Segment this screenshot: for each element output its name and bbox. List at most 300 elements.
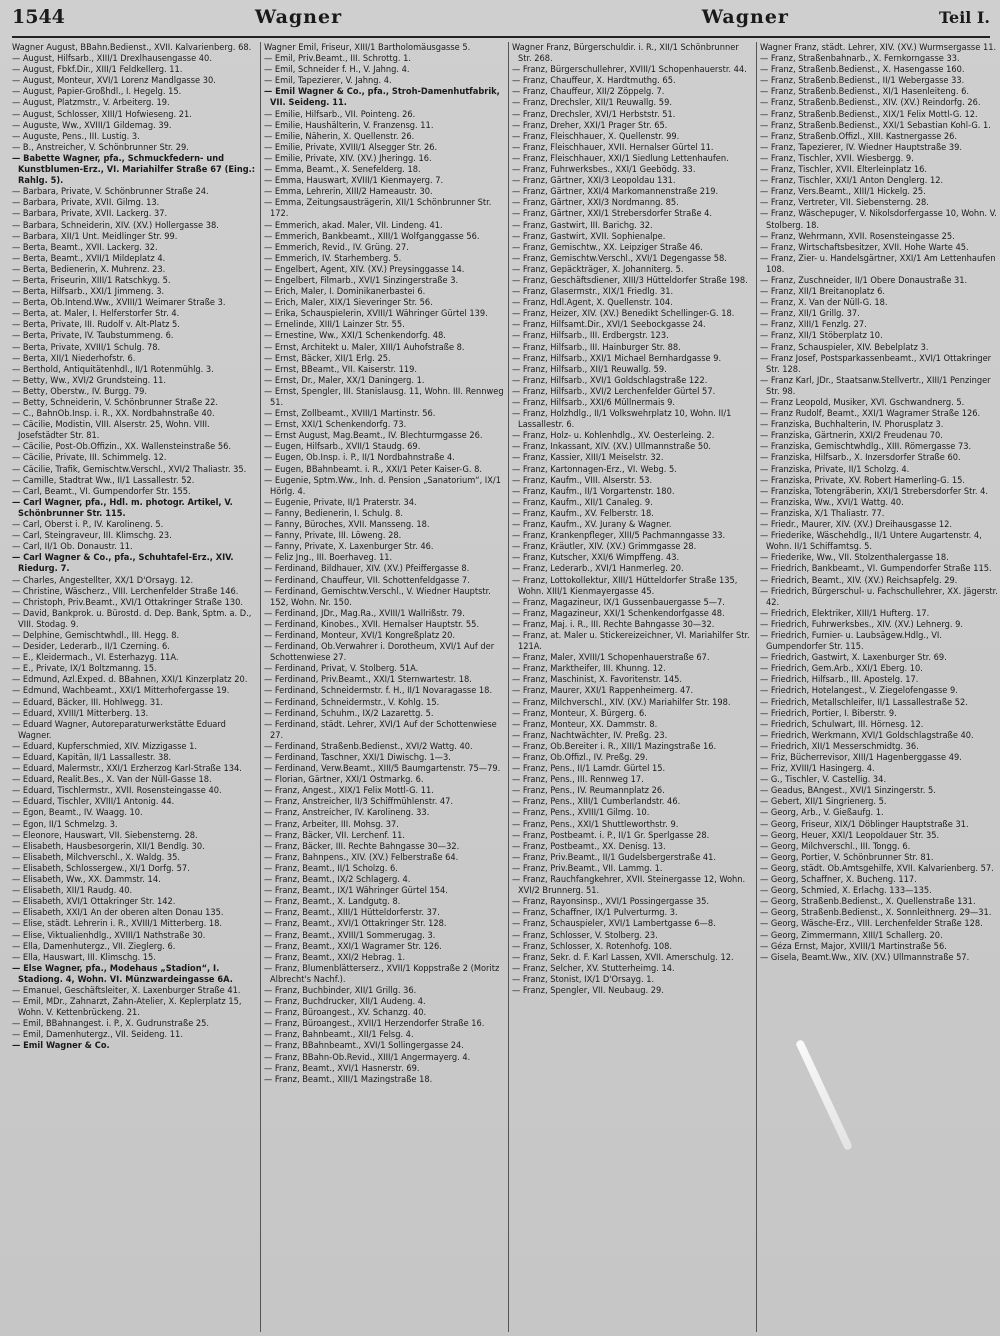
directory-entry: — Elise, Viktualienhdlg., XVIII/1 Nathstraße 30. [12, 929, 206, 941]
directory-entry: — Berta, Bedienerin, X. Muhrenz. 23. [12, 263, 166, 275]
directory-entry: — Franz, Gärtner, XXI/4 Markomannenstraße 219. [512, 186, 719, 198]
directory-entry: — Franz, Chauffeur, X. Hardtmuthg. 65. [512, 75, 676, 87]
directory-entry: — Elisabeth, XVI/1 Ottakringer Str. 142. [12, 896, 176, 908]
directory-entry: — Fanny, Private, III. Löweng. 28. [264, 530, 402, 542]
directory-entry: — Ella, Damenhutergz., VII. Zieglerg. 6. [12, 940, 176, 952]
directory-entry: — Franz, Pens., III. Rennweg 17. [512, 774, 644, 786]
directory-entry: — Franz, Beamt., XIII/1 Hütteldorferstr. 37. [264, 907, 440, 919]
directory-entry: — Franz, Glasermstr., XIX/1 Friedlg. 31. [512, 286, 674, 298]
column-3 [508, 42, 752, 1332]
directory-entry: — Eduard, Tischler, XVIII/1 Antonig. 44. [12, 796, 175, 808]
directory-entry: — Friederike, Ww., VII. Stolzenthalergasse 18. [760, 552, 949, 564]
directory-entry: — Barbara, Private, XVII. Gilmg. 13. [12, 197, 160, 209]
directory-entry: — Emil, Tapezierer, V. Jahng. 4. [264, 75, 392, 87]
directory-entry: — Eduard Wagner, Autoreparaturwerkstätte Eduard Wagner. [12, 718, 226, 741]
directory-entry: — Franz, Gemischtw., XX. Leipziger Straße 46. [512, 241, 703, 253]
directory-entry: — Franz, Fleischhauer, X. Quellenstr. 99. [512, 130, 680, 142]
directory-entry: — Franz, Selcher, XV. Stutterheimg. 14. [512, 962, 675, 974]
directory-entry: — Franz, Beamt., X. Landgutg. 8. [264, 896, 401, 908]
directory-entry: — Franz, Arbeiter, III. Mohsg. 37. [264, 818, 399, 830]
directory-entry: — Emil, Damenhutergz., VII. Seideng. 11. [12, 1029, 183, 1041]
directory-entry: — Gebert, XII/1 Singrienerg. 5. [760, 796, 887, 808]
directory-entry: — Franz, Hilfsarb., XVI/2 Lerchenfelder Gürtel 57. [512, 385, 716, 397]
directory-entry: — Else Wagner, pfa., Modehaus „Stadion“, I. Stadiong. 4, Wohn. VI. Münzwardeingasse 6A. [12, 962, 233, 985]
directory-entry: — Franz, Zier- u. Handelsgärtner, XXI/1 Am Lettenhaufen 108. [760, 252, 996, 275]
directory-entry: — Franz, Rayonsinsp., XVI/1 Possingergasse 35. [512, 896, 709, 908]
directory-entry: — Franz, XII/1 Breitanoplatz 6. [760, 286, 886, 298]
directory-entry: — Franz Karl, JDr., Staatsanw.Stellvertr., XIII/1 Penzinger Str. 98. [760, 374, 991, 397]
directory-entry: — Franz, Hilfsarb., III. Hainburger Str. 88. [512, 341, 681, 353]
directory-entry: — Ferdinand, Verw.Beamt., XIII/5 Baumgartenstr. 75—79. [264, 763, 501, 775]
directory-entry: — Franz, X. Van der Nüll-G. 18. [760, 297, 888, 309]
directory-entry: — Engelbert, Agent, XIV. (XV.) Preysinggasse 14. [264, 263, 465, 275]
directory-entry: — Berthold, Antiquitätenhdl., II/1 Rotenmühlg. 3. [12, 363, 214, 375]
directory-entry: Wagner August, BBahn.Bedienst., XVII. Kalvarienberg. 68. [12, 42, 252, 53]
directory-entry: — Franz, Hilfsarb., XVI/1 Goldschlagstraße 122. [512, 374, 708, 386]
directory-entry: — Barbara, Private, V. Schönbrunner Straße 24. [12, 186, 209, 198]
directory-entry: — Franz, Beamt., XVIII/1 Sommerugag. 3. [264, 929, 436, 941]
header-word-left: Wagner [254, 6, 343, 28]
directory-entry: — Eduard, XVIII/1 Mitterberg. 13. [12, 707, 149, 719]
directory-entry: — E., Kleidermach., VI. Esterhazyg. 11A. [12, 652, 179, 664]
directory-entry: — Franziska, X/1 Thaliastr. 77. [760, 507, 885, 519]
directory-entry: — Franz, Tischler, XVII. Elterleinplatz 16. [760, 164, 927, 176]
directory-entry: — Franz, Angest., XIX/1 Felix Mottl-G. 11. [264, 785, 434, 797]
directory-entry: — Ferdinand, Taschner, XXI/1 Diwischg. 1—3. [264, 752, 451, 763]
directory-entry: — Friedrich, Gastwirt, X. Laxenburger Str. 69. [760, 652, 947, 664]
directory-entry: — Ernst, Architekt u. Maler, XIII/1 Auhofstraße 8. [264, 341, 465, 353]
directory-entry: — Franz, Anstreicher, IV. Karolineng. 33. [264, 807, 430, 819]
directory-entry: — Ernelinde, XIII/1 Lainzer Str. 55. [264, 319, 405, 331]
directory-entry: — Elisabeth, Milchverschl., X. Waldg. 35. [12, 851, 181, 863]
directory-entry: — Franz, Schauspieler, XIV. Bebelplatz 3. [760, 341, 929, 353]
directory-entry: — Georg, Schmied, X. Erlachg. 133—135. [760, 885, 932, 897]
directory-entry: — Franz, Pens., IV. Reumannplatz 26. [512, 785, 665, 797]
directory-entry: — C., BahnOb.Insp. i. R., XX. Nordbahnstraße 40. [12, 408, 215, 420]
directory-entry: — Franz, Blumenblätterserz., XVII/1 Koppstraße 2 (Moritz Albrecht's Nachf.). [264, 962, 500, 985]
directory-entry: — Friedrich, Metallschleifer, II/1 Lassallestraße 52. [760, 696, 968, 708]
page-number: 1544 [12, 6, 65, 28]
directory-entry: — Emil, Priv.Beamt., III. Schrottg. 1. [264, 53, 412, 65]
directory-entry: — Franziska, Gemischtwhdlg., XIII. Römergasse 73. [760, 441, 972, 453]
directory-entry: — Georg, Zimmermann, XIII/1 Schallerg. 20. [760, 929, 943, 941]
directory-entry: — Eugen, BBahnbeamt. i. R., XXI/1 Peter Kaiser-G. 8. [264, 463, 483, 475]
directory-entry: — Franz, Fleischhauer, XVII. Hernalser Gürtel 11. [512, 141, 714, 153]
directory-entry: — Fanny, Bedienerin, I. Schulg. 8. [264, 507, 404, 519]
directory-entry: — Franz, Magazineur, XXI/1 Schenkendorfgasse 48. [512, 607, 725, 619]
directory-entry: — Emmerich, Bankbeamt., XIII/1 Wolfganggasse 56. [264, 230, 480, 242]
directory-entry: — Franz, Postbeamt. i. P., II/1 Gr. Sperlgasse 28. [512, 829, 710, 841]
directory-entry: — Franz, Hilfsamt.Dir., XVI/1 Seebockgasse 24. [512, 319, 706, 331]
directory-entry: — Franz, Beamt., XVI/1 Ottakringer Str. 128. [264, 918, 447, 930]
directory-entry: — Franz, Tapezierer, IV. Wiedner Hauptstraße 39. [760, 141, 963, 153]
directory-entry: — Cäcilie, Private, III. Schimmelg. 12. [12, 452, 167, 464]
directory-entry: — Eleonore, Hauswart, VII. Siebensterng. 28. [12, 829, 198, 841]
directory-entry: — Friedrich, Schulwart, III. Hörnesg. 12. [760, 718, 924, 730]
directory-entry: — Elisabeth, XXI/1 An der oberen alten Donau 135. [12, 907, 224, 919]
directory-entry: — Elisabeth, XII/1 Raudg. 40. [12, 885, 133, 897]
directory-entry: — Carl Wagner & Co., pfa., Schuhtafel-Erz., XIV. Riedurg. 7. [12, 552, 234, 575]
directory-entry: — Franz, Milchverschl., XIV. (XV.) Mariahilfer Str. 198. [512, 696, 731, 708]
directory-entry: — Franz, Pens., II/1 Lamdr. Gürtel 15. [512, 763, 666, 775]
directory-entry: — Franziska, Gärtnerin, XXI/2 Freudenau 70. [760, 430, 943, 442]
directory-entry: — Franziska, Hilfsarb., X. Inzersdorfer Straße 60. [760, 452, 961, 464]
directory-entry: — August, Hilfsarb., XIII/1 Drexlhausengasse 40. [12, 53, 212, 65]
directory-entry: — Emilie, Private, XVIII/1 Alsegger Str. 26. [264, 141, 438, 153]
directory-entry: — Franz, Maj. i. R., III. Rechte Bahngasse 30—32. [512, 618, 715, 630]
directory-entry: — Franz, Hilfsarb., XXI/1 Michael Bernhardgasse 9. [512, 352, 722, 364]
directory-entry: — Franz, Gepäckträger, X. Johanniterg. 5. [512, 263, 684, 275]
directory-entry: — Ferdinand, JDr., Mag.Ra., XVIII/1 Wallrißstr. 79. [264, 607, 465, 619]
directory-entry: — Franz, Maurer, XXI/1 Rappenheimerg. 47. [512, 685, 694, 697]
directory-entry: — Elise, städt. Lehrerin i. R., XVIII/1 Mitterberg. 18. [12, 918, 223, 930]
directory-entry: — Emil, Schneider f. H., V. Jahng. 4. [264, 64, 410, 76]
directory-entry: — Franz, Postbeamt., XX. Denisg. 13. [512, 840, 666, 852]
directory-entry: — Friedrich, Gem.Arb., XXI/1 Eberg. 10. [760, 663, 923, 675]
directory-entry: — August, Monteur, XVI/1 Lorenz Mandlgasse 30. [12, 75, 216, 87]
directory-entry: — Friedrich, Bankbeamt., VI. Gumpendorfer Straße 115. [760, 563, 992, 575]
directory-entry: — Ernst, Dr., Maler, XX/1 Daningerg. 1. [264, 374, 425, 386]
directory-entry: — Emil, MDr., Zahnarzt, Zahn-Atelier, X. Keplerplatz 15, Wohn. V. Kettenbrückeng. 21. [12, 996, 242, 1019]
directory-entry: — Franz, Lottokollektur, XIII/1 Hütteldorfer Straße 135, Wohn. XIII/1 Kienmayergasse 45. [512, 574, 738, 597]
directory-entry: — Georg, Portier, V. Schönbrunner Str. 81. [760, 851, 934, 863]
directory-entry: — Christine, Wäscherz., VIII. Lerchenfelder Straße 146. [12, 585, 239, 597]
directory-entry: — Berta, at. Maler, I. Helferstorfer Str. 4. [12, 308, 180, 320]
directory-entry: — Franz, Gemischtw.Verschl., XVI/1 Degengasse 58. [512, 252, 727, 264]
directory-entry: — Franz, Spengler, VII. Neubaug. 29. [512, 984, 664, 996]
directory-entry: — Franz, Marktheifer, III. Khunng. 12. [512, 663, 666, 675]
directory-entry: — Franz Josef, Postsparkassenbeamt., XVI/1 Ottakringer Str. 128. [760, 352, 992, 375]
directory-entry: — Fanny, Büroches, XVII. Mansseng. 18. [264, 519, 430, 531]
directory-entry: — Ferdinand, Schneidermstr., V. Kohlg. 15. [264, 696, 440, 708]
directory-entry: — Auguste, Pens., III. Lustig. 3. [12, 130, 140, 142]
directory-entry: — Franz, Wirtschaftsbesitzer, XVII. Hohe Warte 45. [760, 241, 969, 253]
directory-entry: — Franz, Schaffner, IX/1 Pulverturmg. 3. [512, 907, 678, 919]
directory-entry: — August, Fbkf.Dir., XIII/1 Feldkellerg. 11. [12, 64, 183, 76]
directory-entry: — Franz, Buchdrucker, XII/1 Audeng. 4. [264, 996, 426, 1008]
directory-entry: — Franz, Beamt., XXI/2 Hebrag. 1. [264, 951, 406, 963]
directory-entry: — Ferdinand, Privat, V. Stolberg. 51A. [264, 663, 419, 675]
directory-entry: — Friz, Bücherrevisor, XIII/1 Hagenberggasse 49. [760, 752, 962, 763]
directory-entry: — Friz, XVIII/1 Hasingerg. 4. [760, 763, 875, 775]
directory-entry: — Franz, Inkassant, XIV. (XV.) Ullmannstraße 50. [512, 441, 711, 453]
directory-entry: — Babette Wagner, pfa., Schmuckfedern- und Kunstblumen-Erz., VI. Mariahilfer Straße 67 (Eing.: Rahlg. 5). [12, 152, 256, 187]
directory-entry: — Delphine, Gemischtwhdl., III. Hegg. 8. [12, 629, 180, 641]
directory-entry: — Emilie, Private, XIV. (XV.) Jheringg. 16. [264, 152, 432, 164]
directory-entry: — Ferdinand, Monteur, XVI/1 Kongreßplatz 20. [264, 629, 456, 641]
directory-entry: — Camille, Stadtrat Ww., II/1 Lassallestr. 52. [12, 474, 195, 486]
directory-entry: — Franz, Bürgerschullehrer, XVIII/1 Schopenhauerstr. 44. [512, 64, 747, 76]
directory-entry: — Franz, Hilfsarb., XXI/6 Müllnermais 9. [512, 397, 676, 408]
directory-entry: — Franz, Gärtner, XXI/3 Leopoldau 131. [512, 175, 676, 187]
directory-entry: — Emma, Lehrerin, XIII/2 Hameaustr. 30. [264, 186, 433, 198]
directory-entry: — Franz, Kaufm., II/1 Vorgartenstr. 180. [512, 485, 675, 497]
directory-entry: — Franz, Beamt., IX/1 Währinger Gürtel 154. [264, 885, 448, 897]
directory-entry: — Franz, Bäcker, VII. Lerchenf. 11. [264, 829, 405, 841]
directory-entry: — Emmerich, akad. Maler, VII. Lindeng. 41. [264, 219, 443, 231]
directory-entry: — Franz, Bahnbeamt., XII/1 Felsg. 4. [264, 1029, 414, 1041]
directory-entry: — Franz, Gastwirt, XVII. Sophienalpe. [512, 230, 666, 242]
directory-entry: — Franz, Kaufm., XV. Felberstr. 18. [512, 507, 654, 519]
directory-entry: — Emil, BBahnangest. i. P., X. Gudrunstraße 25. [12, 1018, 210, 1030]
directory-entry: — Franz, BBahn-Ob.Revid., XIII/1 Angermayerg. 4. [264, 1051, 471, 1063]
directory-entry: — Erich, Maler, I. Dominikanerbastei 6. [264, 286, 426, 298]
directory-entry: — Franz, Monteur, XX. Dammstr. 8. [512, 718, 658, 730]
directory-entry: — Franz, Tischler, XXI/1 Anton Denglerg. 12. [760, 175, 944, 187]
directory-entry: — Edmund, Azl.Exped. d. BBahnen, XXI/1 Kinzerplatz 20. [12, 674, 248, 686]
directory-entry: — Egon, Beamt., IV. Waagg. 10. [12, 807, 143, 819]
directory-entry: — Friedrich, Fuhrwerksbes., XIV. (XV.) Lehnerg. 9. [760, 618, 964, 630]
directory-entry: — Franz, Kaufm., XV. Jurany & Wagner. [512, 519, 672, 531]
directory-entry: — Eduard, Realit.Bes., X. Van der Nüll-Gasse 18. [12, 774, 212, 786]
directory-entry: — Franz, Drechsler, XII/1 Reuwallg. 59. [512, 97, 672, 109]
directory-entry: — Cäcilie, Post-Ob.Offizin., XX. Wallensteinstraße 56. [12, 441, 232, 453]
directory-entry: — Cäcilie, Trafik, Gemischtw.Verschl., XVI/2 Thaliastr. 35. [12, 463, 247, 475]
directory-entry: — Franz, Zuschneider, II/1 Obere Donaustraße 31. [760, 274, 968, 286]
directory-entry: — Franziska, Buchhalterin, IV. Phorusplatz 3. [760, 419, 944, 431]
directory-entry: — Franz, Straßenbahnarb., X. Fernkorngasse 33. [760, 53, 960, 65]
directory-entry: — Georg, Arb., V. Gießaufg. 1. [760, 807, 884, 819]
directory-entry: — Franz, Büroangest., XVII/1 Herzendorfer Straße 16. [264, 1018, 485, 1030]
directory-entry: — Friedrich, Hotelangest., V. Ziegelofengasse 9. [760, 685, 958, 697]
directory-entry: — Berta, Ob.Intend.Ww., XVIII/1 Weimarer Straße 3. [12, 297, 226, 309]
directory-entry: — Franz, Straßenb.Bedienst., X. Hasengasse 160. [760, 64, 965, 76]
directory-entry: — Franz Leopold, Musiker, XVI. Gschwandnerg. 5. [760, 397, 965, 408]
directory-entry: — Franziska, Private, II/1 Scholzg. 4. [760, 463, 910, 475]
directory-entry: — Emmerich, IV. Starhemberg. 5. [264, 252, 402, 264]
directory-entry: — August, Papier-Großhdl., I. Hegelg. 15. [12, 86, 182, 98]
directory-entry: — Berta, XII/1 Niederhofstr. 6. [12, 352, 136, 364]
directory-entry: — Franz Rudolf, Beamt., XXI/1 Wagramer Straße 126. [760, 408, 981, 420]
directory-entry: — Barbara, Private, XVII. Lackerg. 37. [12, 208, 168, 220]
directory-entry: — Berta, Private, III. Rudolf v. Alt-Platz 5. [12, 319, 180, 331]
directory-entry: — Franz, Geschäftsdiener, XIII/3 Hütteldorfer Straße 198. [512, 274, 748, 286]
directory-entry: — Franz, Gastwirt, III. Barichg. 32. [512, 219, 653, 231]
directory-entry: — Franz, Lederarb., XVI/1 Hanmerleg. 20. [512, 563, 684, 575]
directory-entry: — Emilie, Näherin, X. Quellenstr. 26. [264, 130, 415, 142]
directory-entry: — Emil Wagner & Co., pfa., Stroh-Damenhutfabrik, VII. Seideng. 11. [264, 86, 500, 109]
directory-entry: — Eduard, Bäcker, III. Hohlwegg. 31. [12, 696, 163, 708]
directory-entry: — Friedrich, Hilfsarb., III. Apostelg. 17. [760, 674, 919, 686]
column-2 [260, 42, 504, 1332]
directory-entry: — Franz, Straßenb.Bedienst., II/1 Webergasse 33. [760, 75, 965, 87]
directory-entry: — Franz, Beamt., XIII/1 Mazingstraße 18. [264, 1073, 433, 1085]
directory-entry: — Friedrich, Beamt., XIV. (XV.) Reichsapfelg. 29. [760, 574, 958, 586]
directory-entry: — Franz, Holzhdlg., II/1 Volkswehrplatz 10, Wohn. II/1 Lassallestr. 6. [512, 408, 732, 431]
part-label: Teil I. [938, 8, 990, 27]
directory-entry: — Franz, Priv.Beamt., II/1 Gudelsbergerstraße 41. [512, 851, 717, 863]
directory-entry: — Eugen, Ob.Insp. i. P., II/1 Nordbahnstraße 4. [264, 452, 455, 464]
directory-entry: — Franz, Hdl.Agent, X. Quellenstr. 104. [512, 297, 673, 309]
directory-entry: — Carl, Oberst i. P., IV. Karolineng. 5. [12, 519, 164, 531]
directory-entry: — Franz, Straßenb.Bedienst., XXI/1 Sebastian Kohl-G. 1. [760, 119, 991, 131]
directory-entry: — Franz, Buchbinder, XII/1 Grillg. 36. [264, 984, 417, 996]
directory-entry: — Franz, Beamt., XXI/1 Wagramer Str. 126. [264, 940, 442, 952]
directory-entry: — Emma, Beamt., X. Senefelderg. 18. [264, 164, 421, 176]
directory-entry: — Franziska, Totengräberin, XXI/1 Strebersdorfer Str. 4. [760, 485, 989, 497]
directory-entry: — Georg, Straßenb.Bedienst., X. Sonnleithnerg. 29—31. [760, 907, 992, 919]
directory-entry: — Cäcilie, Modistin, VIII. Alserstr. 25, Wohn. VIII. Josefstädter Str. 81. [12, 419, 210, 442]
directory-entry: — August, Platzmstr., V. Arbeiterg. 19. [12, 97, 170, 109]
directory-entry: — Fanny, Private, X. Laxenburger Str. 46. [264, 541, 434, 553]
directory-entry: — Franz, Straßenb.Bedienst., XIV. (XV.) Reindorfg. 26. [760, 97, 981, 109]
directory-entry: — Franz, at. Maler u. Stickereizeichner, VI. Mariahilfer Str. 121A. [512, 629, 750, 653]
directory-entry: — B., Anstreicher, V. Schönbrunner Str. 29. [12, 141, 189, 153]
directory-entry: — Georg, Friseur, XIX/1 Döblinger Hauptstraße 31. [760, 818, 969, 830]
directory-entry: — Franz, Holz- u. Kohlenhdlg., XV. Oesterleing. 2. [512, 430, 715, 442]
directory-entry: — Franz, XII/1 Stöberplatz 10. [760, 330, 883, 342]
directory-entry: — Franz, Tischler, XVII. Wiesbergg. 9. [760, 152, 914, 164]
directory-entry: — Franz, Kaufm., XII/1 Canaleg. 9. [512, 496, 653, 508]
header-word-right: Wagner [701, 6, 789, 28]
directory-entry: — Berta, Private, IV. Taubstummeng. 6. [12, 330, 174, 342]
directory-entry: — Berta, Hilfsarb., XXI/1 Jimmeng. 3. [12, 286, 165, 298]
directory-entry: — Emanuel, Geschäftsleiter, X. Laxenburger Straße 41. [12, 984, 241, 996]
directory-entry: — Franz, Drechsler, XVI/1 Herbststr. 51. [512, 108, 676, 120]
directory-entry: — Friedrich, Portier, I. Biberstr. 9. [760, 707, 897, 719]
directory-entry: — Engelbert, Filmarb., XVI/1 Sinzingerstraße 3. [264, 274, 459, 286]
directory-entry: — David, Bankprok. u. Bürostd. d. Dep. Bank, Sptm. a. D., VIII. Stodag. 9. [12, 607, 252, 630]
directory-entry: — Eduard, Malermstr., XXI/1 Erzherzog Karl-Straße 134. [12, 763, 242, 775]
directory-entry: — Franziska, Ww., XVI/1 Wattg. 40. [760, 496, 904, 508]
directory-entry: — Ernst, BBeamt., VII. Kaiserstr. 119. [264, 363, 417, 375]
directory-entry: — Franz, Gärtner, XXI/1 Strebersdorfer Straße 4. [512, 208, 713, 220]
directory-entry: — Auguste, Ww., XVIII/1 Gildemag. 39. [12, 119, 172, 131]
directory-entry: — Franz, Kassier, XIII/1 Meiselstr. 32. [512, 452, 664, 464]
directory-entry: — Carl, Beamt., VI. Gumpendorfer Str. 155. [12, 485, 191, 497]
directory-entry: — Ferdinand, städt. Lehrer, XVI/1 Auf der Schottenwiese 27. [264, 718, 497, 741]
directory-entry: — Franz, Stonist, IX/1 D'Orsayg. 1. [512, 973, 655, 985]
directory-entry: — Franz, Sekr. d. F. Karl Lassen, XVII. Amerschulg. 12. [512, 951, 734, 963]
directory-entry: — Barbara, XII/1 Unt. Meidlinger Str. 99. [12, 230, 178, 242]
directory-entry: — Emil Wagner & Co. [12, 1040, 110, 1052]
directory-entry: — Eugen, Hilfsarb., XVII/1 Staudg. 69. [264, 441, 421, 453]
directory-entry: — Franz, Wäschepuger, V. Nikolsdorfergasse 10, Wohn. V. Stolberg. 18. [760, 208, 997, 231]
directory-entry: — Ferdinand, Priv.Beamt., XXI/1 Sternwartestr. 18. [264, 674, 472, 686]
directory-entry: — Franz, Maschinist, X. Favoritenstr. 145. [512, 674, 683, 686]
directory-entry: — Franz, Chauffeur, XII/2 Zöppelg. 7. [512, 86, 665, 98]
directory-entry: — Ferdinand, Straßenb.Bedienst., XVI/2 Wattg. 40. [264, 740, 473, 752]
directory-entry: — Franz, Krankenpfleger, XIII/5 Pachmanngasse 33. [512, 530, 726, 542]
directory-entry: — Friederike, Wäschehdlg., II/1 Untere Augartenstr. 4, Wohn. II/1 Schiffamtsg. 5. [760, 530, 982, 553]
directory-entry: — Franz, Kutscher, XXI/6 Wimpffeng. 43. [512, 552, 680, 564]
directory-entry: — Ferdinand, Bildhauer, XIV. (XV.) Pfeiffergasse 8. [264, 563, 470, 575]
directory-entry: — Franz, Anstreicher, II/3 Schiffmühlenstr. 47. [264, 796, 454, 808]
directory-entry: — G., Tischler, V. Castellig. 34. [760, 774, 887, 786]
directory-entry: — Franz, Dreher, XXI/1 Prager Str. 65. [512, 119, 668, 131]
directory-entry: — Franz, Fuhrwerksbes., XXI/1 Geebödg. 33. [512, 164, 696, 176]
directory-entry: — Franz, Ob.Bereiter i. R., XIII/1 Mazingstraße 16. [512, 740, 717, 752]
directory-entry: Wagner Emil, Friseur, XIII/1 Bartholomäusgasse 5. [264, 42, 471, 53]
directory-entry: — Franziska, Private, XV. Robert Hamerling-G. 15. [760, 474, 965, 486]
directory-entry: — Friedrich, XII/1 Messerschmidtg. 36. [760, 740, 919, 752]
directory-entry: — Georg, Milchverschl., III. Tongg. 6. [760, 840, 911, 852]
directory-entry: — Elisabeth, Hausbesorgerin, XII/1 Bendlg. 30. [12, 840, 205, 852]
directory-entry: — Ernst, XXI/1 Schenkendorfg. 73. [264, 419, 407, 431]
directory-entry: — Elisabeth, Ww., XX. Dammstr. 14. [12, 874, 161, 886]
directory-entry: — Franz, Maler, XVIII/1 Schopenhauerstraße 67. [512, 652, 710, 664]
column-4 [756, 42, 1000, 1332]
directory-entry: — Gisela, Beamt.Ww., XIV. (XV.) Ullmannstraße 57. [760, 951, 970, 963]
directory-entry: — Franz, Nachtwächter, IV. Preßg. 23. [512, 729, 668, 741]
directory-entry: — Ferdinand, Kinobes., XVII. Hernalser Hauptstr. 55. [264, 618, 480, 630]
directory-entry: — Georg, Wäsche-Erz., VIII. Lerchenfelder Straße 128. [760, 918, 983, 930]
directory-entry: — Betty, Schneiderin, V. Schönbrunner Straße 22. [12, 397, 218, 408]
directory-entry: — Elisabeth, Schlossergew., XI/1 Dorfg. 57. [12, 862, 190, 874]
page-header [12, 6, 990, 38]
directory-entry: — Berta, Beamt., XVII/1 Mildeplatz 4. [12, 252, 166, 264]
directory-entry: — Eugenie, Sptm.Ww., Inh. d. Pension „Sanatorium“, IX/1 Hörlg. 4. [264, 474, 501, 497]
directory-entry: — Franz, Straßenb.Offizl., XIII. Kastnergasse 26. [760, 130, 958, 142]
directory-entry: — Desider, Lederarb., II/1 Czerning. 6. [12, 641, 170, 653]
directory-entry: — Franz, Gärtner, XXI/3 Nordmanng. 85. [512, 197, 679, 209]
directory-entry: — Franz, Kräutler, XIV. (XV.) Grimmgasse 28. [512, 541, 697, 553]
directory-entry: — Christoph, Priv.Beamt., XVI/1 Ottakringer Straße 130. [12, 596, 244, 608]
directory-entry: — Geadus, BAngest., XVI/1 Sinzingerstr. 5. [760, 785, 936, 797]
directory-entry: Wagner Franz, Bürgerschuldir. i. R., XII/1 Schönbrunner Str. 268. [512, 42, 739, 65]
directory-entry: — Florian, Gärtner, XXI/1 Ostmarkg. 6. [264, 774, 424, 786]
directory-entry: — Franz, Hilfsarb., XII/1 Reuwallg. 59. [512, 363, 667, 375]
directory-entry: — E., Private, IX/1 Boltzmanng. 15. [12, 663, 157, 675]
directory-entry: — Franz, Beamt., II/1 Scholzg. 6. [264, 862, 398, 874]
directory-entry: — Friedrich, Werkmann, XVI/1 Goldschlagstraße 40. [760, 729, 974, 741]
directory-entry: — Franz, Schauspieler, XVI/1 Lambertgasse 6—8. [512, 918, 716, 930]
directory-entry: — Carl, II/1 Ob. Donaustr. 11. [12, 541, 133, 553]
directory-entry: — Eduard, Kapitän, II/1 Lassallestr. 38. [12, 752, 172, 763]
directory-entry: — Franz, Kartonnagen-Erz., VI. Webg. 5. [512, 463, 677, 475]
directory-entry: — Betty, Oberstw., IV. Burgg. 79. [12, 385, 148, 397]
directory-entry: — Ferdinand, Gemischtw.Verschl., V. Wiedner Hauptstr. 152, Wohn. Nr. 150. [264, 585, 491, 608]
directory-entry: — Ernestine, Ww., XXI/1 Schenkendorfg. 48. [264, 330, 446, 342]
directory-entry: — Carl Wagner, pfa., Hdl. m. photogr. Artikel, V. Schönbrunner Str. 115. [12, 496, 233, 519]
directory-entry: — Ella, Hauswart, III. Klimschg. 15. [12, 951, 156, 963]
directory-entry: — Franz, Pens., XXI/1 Shuttleworthstr. 9. [512, 818, 679, 830]
directory-entry: — Franz, Hilfsarb., III. Erdbergstr. 123. [512, 330, 669, 342]
directory-entry: — Ferdinand, Ob.Verwahrer i. Dorotheum, XVI/1 Auf der Schottenwiese 27. [264, 641, 495, 664]
directory-entry: — Franz, Monteur, X. Bürgerg. 6. [512, 707, 647, 719]
directory-entry: — Emilie, Haushälterin, V. Franzensg. 11. [264, 119, 434, 131]
directory-entry: — Georg, Schaffner, X. Bucheng. 117. [760, 874, 917, 886]
directory-entry: — Franz, Priv.Beamt., VII. Lammg. 1. [512, 862, 663, 874]
directory-entry: — Ernst, Bäcker, XII/1 Erlg. 25. [264, 352, 391, 364]
directory-entry: — Franz, Wehrmann, XVII. Rosensteingasse 25. [760, 230, 955, 242]
directory-entry: — Edmund, Wachbeamt., XXI/1 Mitterhofergasse 19. [12, 685, 230, 697]
directory-entry: — Ernst, Zollbeamt., XVIII/1 Martinstr. 56. [264, 408, 436, 420]
directory-entry: — Eduard, Tischlermstr., XVII. Rosensteingasse 40. [12, 785, 222, 797]
directory-entry: — Feliz Jng., III. Boerhaveg. 11. [264, 552, 393, 564]
directory-entry: — Eugenie, Private, II/1 Praterstr. 34. [264, 496, 417, 508]
directory-entry: — Franz, XII/1 Grillg. 37. [760, 308, 860, 320]
directory-entry: — Franz, Vertreter, VII. Siebensterng. 28. [760, 197, 929, 209]
directory-entry: — Ernst, Spengler, III. Stanislausg. 11, Wohn. III. Rennweg 51. [264, 385, 504, 408]
directory-entry: — Franz, XIII/1 Fenzlg. 27. [760, 319, 867, 331]
directory-entry: — August, Schlosser, XIII/1 Hofwieseng. 21. [12, 108, 192, 120]
directory-entry: — Friedr., Maurer, XIV. (XV.) Dreihausgasse 12. [760, 519, 953, 531]
directory-entry: — Barbara, Schneiderin, XIV. (XV.) Hollergasse 38. [12, 219, 219, 231]
directory-entry: — Carl, Steingraveur, III. Klimschg. 23. [12, 530, 172, 542]
directory-entry: — Franz, Kaufm., VIII. Alserstr. 53. [512, 474, 653, 486]
directory-entry: — Emma, Hauswart, XVIII/1 Kienmayerg. 7. [264, 175, 444, 187]
directory-entry: — Franz, Vers.Beamt., XIII/1 Hickelg. 25. [760, 186, 926, 198]
directory-entry: — Berta, Private, XVIII/1 Schulg. 78. [12, 341, 161, 353]
directory-entry: — Friedrich, Furnier- u. Laubsägew.Hdlg., VI. Gumpendorfer Str. 115. [760, 629, 942, 653]
directory-entry: — Franz, Ob.Offizl., IV. Preßg. 29. [512, 752, 648, 763]
directory-entry: — Berta, Beamt., XVII. Lackerg. 32. [12, 241, 158, 253]
directory-entry: — Charles, Angestellter, XX/1 D'Orsayg. 12. [12, 574, 194, 586]
directory-entry: — Franz, Straßenb.Bedienst., XIX/1 Felix Mottl-G. 12. [760, 108, 978, 120]
directory-entry: — Franz, Schlosser, X. Rotenhofg. 108. [512, 940, 672, 952]
directory-entry: — Franz, BBahnbeamt., XVI/1 Sollingergasse 24. [264, 1040, 464, 1052]
